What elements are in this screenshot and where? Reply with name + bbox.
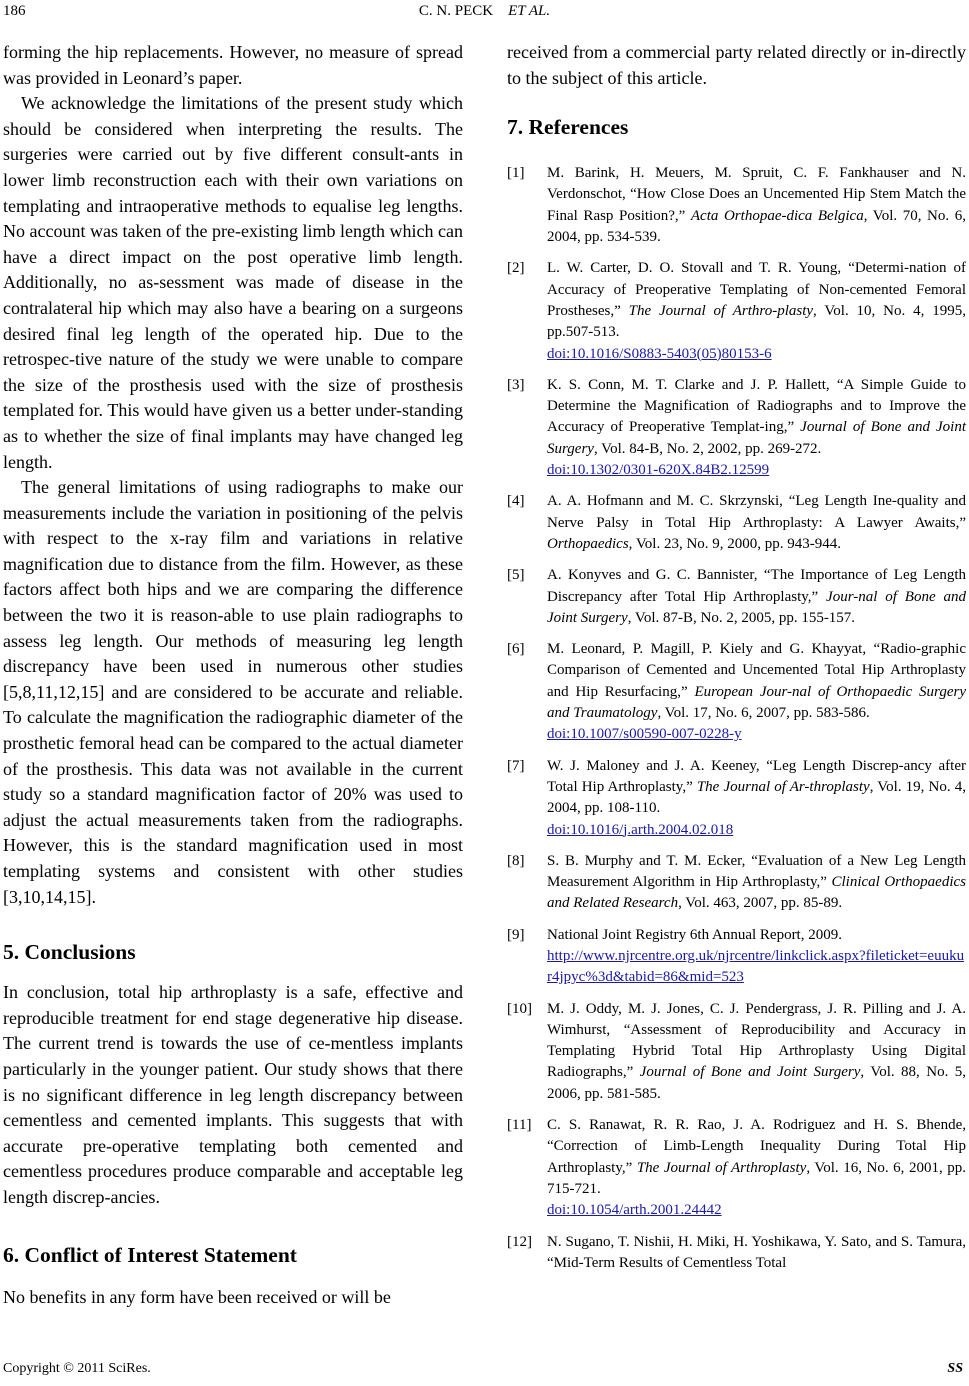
reference-text xyxy=(547,756,966,841)
reference-number: [5] xyxy=(507,567,525,584)
reference-text xyxy=(547,999,966,1105)
reference-volume-pages: , Vol. 16, No. 6, 2001, pp. 715-721. xyxy=(547,1159,966,1197)
reference-journal: Orthopaedics xyxy=(547,535,629,552)
reference-journal: Jour-nal of Bone and Joint Surgery xyxy=(547,588,966,626)
heading-references: 7. References xyxy=(507,115,629,140)
heading-conflict-of-interest: 6. Conflict of Interest Statement xyxy=(3,1242,297,1267)
reference-item xyxy=(507,375,966,481)
reference-number: [6] xyxy=(507,641,525,658)
reference-list xyxy=(507,163,966,1274)
reference-number: [8] xyxy=(507,852,525,869)
paragraph-limitations: We acknowledge the limitations of the present study which should be considered when interpreting the results. The surgeries were carried out by five different consult-ants in lower limb reconstruction each with their own variations on templating and intraoperative methods to equalise leg lengths. No account was taken of the pre-existing limb length which can have a direct impact on the post operative limb length. Additionally, no as-sessment was made of disease in the contralateral hip which may also have a bearing on a surgeons desired final leg length of the operated hip. Due to the retrospec-tive nature of the study we were unable to compare the size of the prosthesis used with the size of prosthesis templated for. This would have given us a better under-standing as to whether the size of final implants may have changed leg length. xyxy=(3,93,463,472)
left-column xyxy=(3,40,463,1310)
reference-item xyxy=(507,999,966,1105)
reference-volume-pages: , Vol. 19, No. 4, 2004, pp. 108-110. xyxy=(547,778,966,817)
reference-text xyxy=(547,1115,966,1221)
reference-text xyxy=(547,851,966,915)
reference-item xyxy=(507,163,966,248)
reference-number: [7] xyxy=(507,757,525,774)
reference-journal: Journal of Bone and Joint Surgery xyxy=(547,419,966,457)
paragraph-conflict-start: No benefits in any form have been received or will be xyxy=(3,1286,391,1307)
reference-text xyxy=(547,491,966,555)
reference-journal: The Journal of Arthro-plasty xyxy=(628,302,814,319)
reference-link[interactable]: doi:10.1016/S0883-5403(05)80153-6 xyxy=(547,345,772,362)
reference-authors-title: C. S. Ranawat, R. R. Rao, J. A. Rodriguez and H. S. Bhende, “Correction of Limb-Length Inequality During Total Hip Arthroplasty,” xyxy=(547,1117,966,1176)
reference-authors-title: M. J. Oddy, M. J. Jones, C. J. Pendergrass, J. R. Pilling and J. A. Wimhurst, “Assessment of Reproducibility and Accuracy in Templating Hybrid Total Hip Arthroplasty Using Digital Radiographs,” xyxy=(547,1000,966,1081)
reference-number: [9] xyxy=(507,926,525,943)
reference-text xyxy=(547,375,966,481)
reference-item xyxy=(507,258,966,364)
reference-journal: European Jour-nal of Orthopaedic Surgery and Traumatology xyxy=(547,683,966,722)
reference-authors-title: K. S. Conn, M. T. Clarke and J. P. Hallett, “A Simple Guide to Determine the Magnification of Radiographs and to Improve the Accuracy of Preoperative Templat-ing,” xyxy=(547,376,966,436)
paragraph-conflict-end: received from a commercial party related directly or in-directly to the subject of this article. xyxy=(507,42,966,88)
reference-item xyxy=(507,491,966,555)
reference-journal: The Journal of Arthroplasty xyxy=(636,1159,807,1176)
reference-number: [2] xyxy=(507,260,525,277)
reference-link[interactable]: http://www.njrcentre.org.uk/njrcentre/linkclick.aspx?fileticket=euukur4jpyc%3d&tabid=86&mid=523 xyxy=(547,947,965,986)
reference-volume-pages: , Vol. 87-B, No. 2, 2005, pp. 155-157. xyxy=(627,609,856,626)
reference-authors-title: M. Leonard, P. Magill, P. Kiely and G. Khayyat, “Radio-graphic Comparison of Cemented and Uncemented Total Hip Arthroplasty and Hip Resurfacing,” xyxy=(547,641,966,700)
reference-number: [11] xyxy=(507,1117,532,1134)
reference-authors-title: National Joint Registry 6th Annual Report, 2009. xyxy=(547,926,842,943)
reference-journal: Clinical Orthopaedics and Related Research xyxy=(547,874,966,912)
paragraph-leonard-spread: forming the hip replacements. However, no measure of spread was provided in Leonard’s paper. xyxy=(3,42,463,88)
heading-conclusions: 5. Conclusions xyxy=(3,940,136,965)
reference-authors-title: W. J. Maloney and J. A. Keeney, “Leg Length Discrep-ancy after Total Hip Arthroplasty,” xyxy=(547,757,966,795)
reference-link[interactable]: doi:10.1302/0301-620X.84B2.12599 xyxy=(547,462,770,479)
reference-item xyxy=(507,851,966,915)
reference-link[interactable]: doi:10.1016/j.arth.2004.02.018 xyxy=(547,821,734,838)
reference-link[interactable]: doi:10.1007/s00590-007-0228-y xyxy=(547,726,742,743)
reference-item xyxy=(507,1115,966,1221)
journal-abbreviation: SS xyxy=(947,1361,963,1376)
reference-text xyxy=(547,565,966,629)
reference-journal: The Journal of Ar-throplasty xyxy=(696,778,870,795)
reference-item xyxy=(507,925,966,989)
reference-number: [1] xyxy=(507,165,525,182)
reference-item xyxy=(507,639,966,745)
reference-volume-pages: , Vol. 463, 2007, pp. 85-89. xyxy=(678,895,843,912)
running-authors: C. N. PECK xyxy=(418,3,494,19)
reference-text xyxy=(547,1232,966,1275)
running-et-al: ET AL. xyxy=(508,3,551,19)
copyright-notice: Copyright © 2011 SciRes. xyxy=(3,1361,151,1376)
reference-number: [3] xyxy=(507,376,525,393)
reference-authors-title: S. B. Murphy and T. M. Ecker, “Evaluation of a New Leg Length Measurement Algorithm in Hip Arthroplasty,” xyxy=(547,852,966,891)
reference-authors-title: N. Sugano, T. Nishii, H. Miki, H. Yoshikawa, Y. Sato, and S. Tamura, “Mid-Term Results of Cementless Total xyxy=(547,1233,966,1271)
reference-volume-pages: , Vol. 10, No. 4, 1995, pp.507-513. xyxy=(547,302,966,341)
running-title xyxy=(0,3,969,20)
reference-item xyxy=(507,756,966,841)
right-column xyxy=(507,40,966,1284)
reference-item xyxy=(507,1232,966,1275)
reference-number: [4] xyxy=(507,493,525,510)
reference-volume-pages: , Vol. 70, No. 6, 2004, pp. 534-539. xyxy=(547,207,966,246)
reference-text xyxy=(547,639,966,745)
reference-volume-pages: , Vol. 84-B, No. 2, 2002, pp. 269-272. xyxy=(593,440,822,457)
reference-text xyxy=(547,258,966,364)
paragraph-radiograph-limitations: The general limitations of using radiographs to make our measurements include the variation in positioning of the pelvis with respect to the x-ray film and variations in relative magnification due to distance from the film. However, as these factors affect both hips and we are comparing the difference between the two it is reason-able to use plain radiographs to assess leg length. Our methods of measuring leg length discrepancy have been used in numerous other studies [5,8,11,12,15] and are considered to be accurate and reliable. To calculate the magnification the radiographic diameter of the prosthetic femoral head can be compared to the actual diameter of the prosthesis. This data was not available in the current study so a standard magnification factor of 20% was used to adjust the actual measurements taken from the radiographs. However, this is the standard magnification used in most templating systems and consistent with other studies [3,10,14,15]. xyxy=(3,477,463,907)
reference-number: [10] xyxy=(507,1000,532,1017)
paragraph-conclusions: In conclusion, total hip arthroplasty is a safe, effective and reproducible treatment for end stage degenerative hip disease. The current trend is towards the use of ce-mentless implants particularly in the younger patient. Our study shows that there is no significant difference in leg length discrepancy between cementless and cemented implants. This suggests that with accurate pre-operative templating both cemented and cementless procedures produce comparable and acceptable leg length discrep-ancies. xyxy=(3,982,463,1207)
reference-link[interactable]: doi:10.1054/arth.2001.24442 xyxy=(547,1202,722,1219)
page-number: 186 xyxy=(3,3,26,19)
reference-authors-title: A. A. Hofmann and M. C. Skrzynski, “Leg Length Ine-quality and Nerve Palsy in Total Hip Arthroplasty: A Lawyer Awaits,” xyxy=(547,493,966,531)
reference-journal: Journal of Bone and Joint Surgery xyxy=(639,1064,861,1081)
running-header xyxy=(0,0,969,24)
reference-number: [12] xyxy=(507,1233,532,1250)
reference-authors-title: A. Konyves and G. C. Bannister, “The Importance of Leg Length Discrepancy after Total Hip Arthroplasty,” xyxy=(547,567,966,605)
reference-volume-pages: , Vol. 17, No. 6, 2007, pp. 583-586. xyxy=(657,705,870,722)
reference-text xyxy=(547,925,966,989)
reference-volume-pages: , Vol. 88, No. 5, 2006, pp. 581-585. xyxy=(547,1064,967,1102)
reference-item xyxy=(507,565,966,629)
page-footer xyxy=(0,1361,969,1383)
reference-journal: Acta Orthopae-dica Belgica xyxy=(690,207,864,224)
reference-authors-title: L. W. Carter, D. O. Stovall and T. R. Young, “Determi-nation of Accuracy of Preoperative Templating of Non-cemented Femoral Prostheses,” xyxy=(547,260,966,319)
reference-authors-title: M. Barink, H. Meuers, M. Spruit, C. F. Fankhauser and N. Verdonschot, “How Close Does an Uncemented Hip Stem Match the Final Rasp Position?,” xyxy=(547,165,966,224)
reference-text xyxy=(547,163,966,248)
reference-volume-pages: , Vol. 23, No. 9, 2000, pp. 943-944. xyxy=(628,535,842,552)
